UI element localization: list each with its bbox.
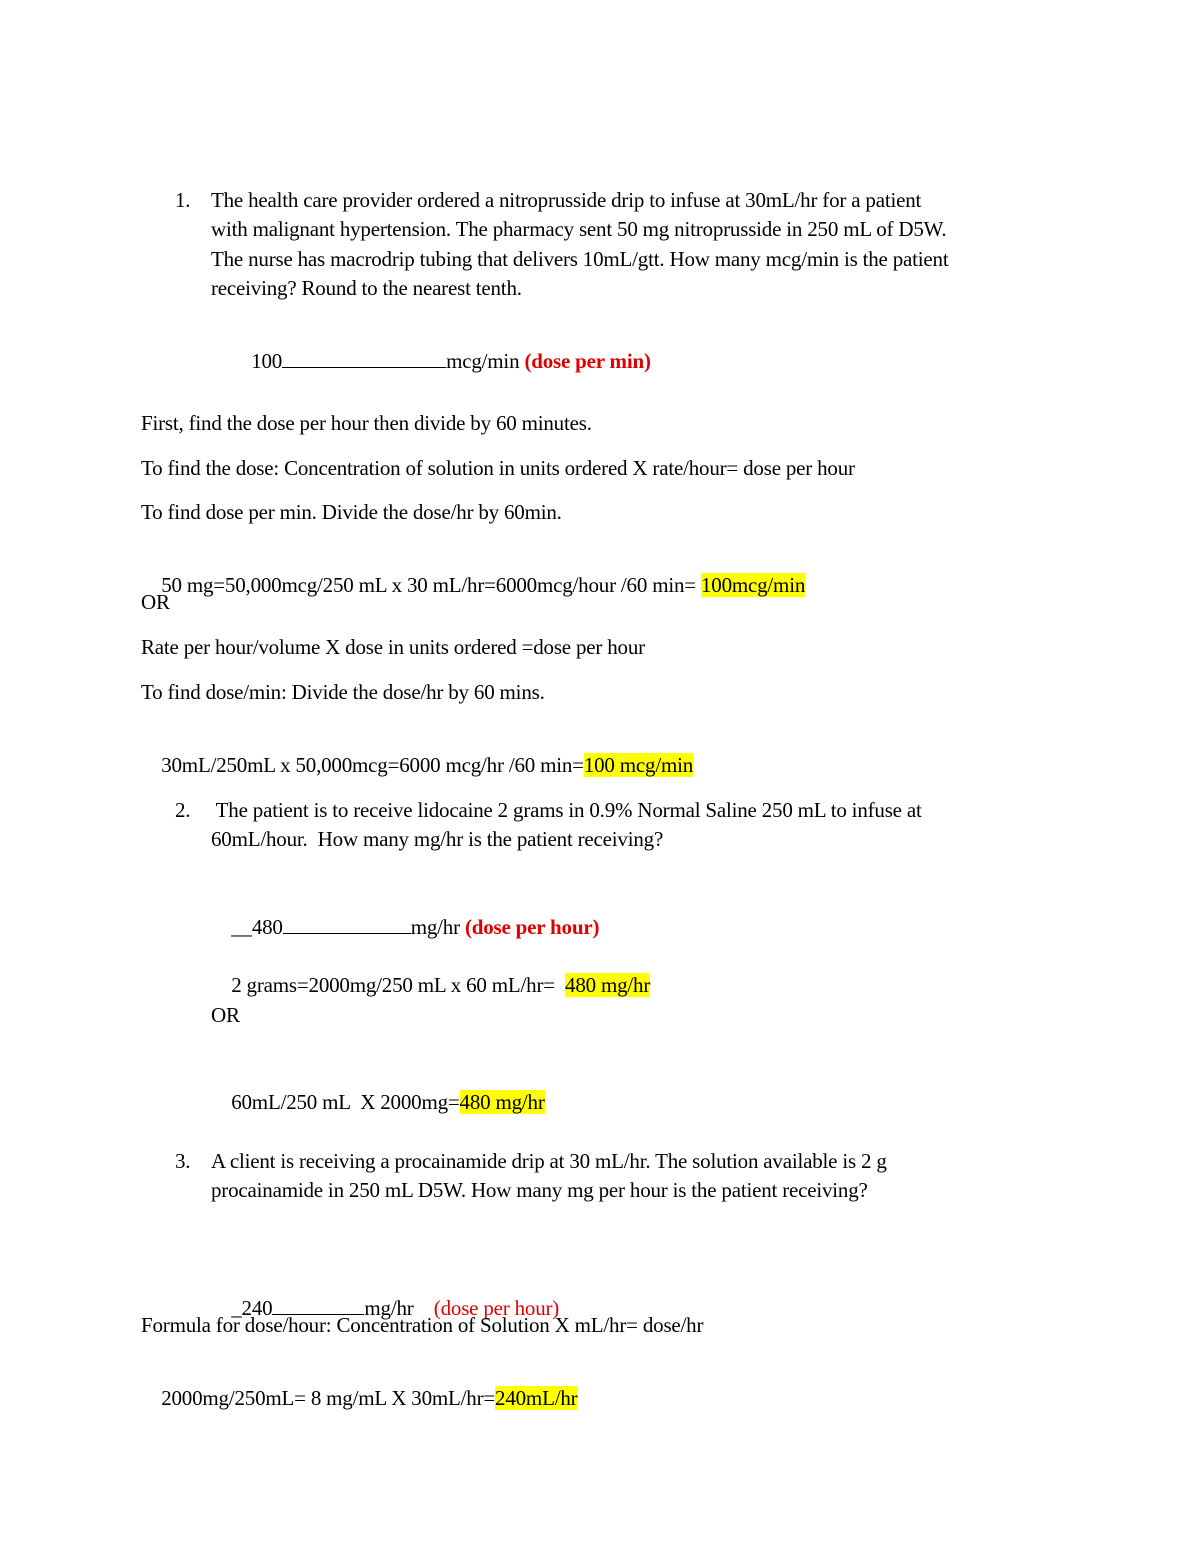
q3-line-2: procainamide in 250 mL D5W. How many mg per hour is the patient receiving? [211, 1178, 868, 1202]
q2-number: 2. [175, 798, 191, 822]
q3-answer-note: (dose per hour) [433, 1296, 560, 1320]
explain1-line-5: Rate per hour/volume X dose in units ordered =dose per hour [141, 635, 645, 659]
q2-calc-2-text: 60mL/250 mL X 2000mg= [231, 1090, 460, 1114]
q1-answer-unit: mcg/min [446, 349, 520, 373]
q2-answer-value: 480 [251, 915, 283, 939]
q1-number: 1. [175, 188, 191, 212]
q2-calc-2 [211, 1060, 545, 1144]
explain1-calc-2: 30mL/250mL x 50,000mcg=6000 mcg/hr /60 min= [161, 753, 584, 777]
explain1-line-7 [141, 723, 693, 807]
q3-calc-result: 240mL/hr [495, 1386, 578, 1410]
explain1-line-1: First, find the dose per hour then divide by 60 minutes. [141, 411, 592, 435]
q1-line-2: with malignant hypertension. The pharmacy sent 50 mg nitroprusside in 250 mL of D5W. [211, 217, 947, 241]
q1-line-4: receiving? Round to the nearest tenth. [211, 276, 522, 300]
q2-answer-blank [283, 913, 411, 934]
q1-answer-line [231, 319, 651, 403]
q3-calc-text: 2000mg/250mL= 8 mg/mL X 30mL/hr= [161, 1386, 496, 1410]
q3-line-1: A client is receiving a procainamide drip at 30 mL/hr. The solution available is 2 g [211, 1149, 887, 1173]
explain1-line-6: To find dose/min: Divide the dose/hr by 60 mins. [141, 680, 545, 704]
q2-calc-2-result: 480 mg/hr [459, 1090, 545, 1114]
q1-line-3: The nurse has macrodrip tubing that delivers 10mL/gtt. How many mcg/min is the patient [211, 247, 949, 271]
q1-answer-blank [282, 347, 446, 368]
q3-answer-prefix: _ [231, 1296, 242, 1320]
q2-calc-1-text: 2 grams=2000mg/250 mL x 60 mL/hr= [231, 973, 566, 997]
explain1-line-2: To find the dose: Concentration of solution in units ordered X rate/hour= dose per hour [141, 456, 855, 480]
q1-answer-note: (dose per min) [524, 349, 651, 373]
q1-line-1: The health care provider ordered a nitroprusside drip to infuse at 30mL/hr for a patient [211, 188, 922, 212]
explain1-line-4 [141, 543, 805, 627]
explain1-result-1: 100mcg/min [700, 573, 806, 597]
explain1-result-2: 100 mcg/min [583, 753, 694, 777]
q3-answer-value: 240 [241, 1296, 273, 1320]
q2-answer-unit: mg/hr [410, 915, 460, 939]
q3-answer-unit: mg/hr [364, 1296, 414, 1320]
q3-formula: Formula for dose/hour: Concentration of Solution X mL/hr= dose/hr [141, 1313, 704, 1337]
q2-calc-1-result: 480 mg/hr [565, 973, 651, 997]
q2-answer-note: (dose per hour) [464, 915, 600, 939]
q2-line-1: The patient is to receive lidocaine 2 grams in 0.9% Normal Saline 250 mL to infuse at [211, 798, 922, 822]
q2-answer-prefix: __ [231, 915, 252, 939]
q1-answer-value: 100 [251, 349, 283, 373]
q3-calc [141, 1356, 577, 1440]
explain1-calc-1: 50 mg=50,000mcg/250 mL x 30 mL/hr=6000mcg/hour /60 min= [161, 573, 701, 597]
q2-line-2: 60mL/hour. How many mg/hr is the patient receiving? [211, 827, 664, 851]
explain1-or: OR [141, 590, 170, 614]
q3-number: 3. [175, 1149, 191, 1173]
explain1-line-3: To find dose per min. Divide the dose/hr by 60min. [141, 500, 562, 524]
q2-calc-1 [211, 943, 650, 1027]
q2-or: OR [211, 1003, 240, 1027]
